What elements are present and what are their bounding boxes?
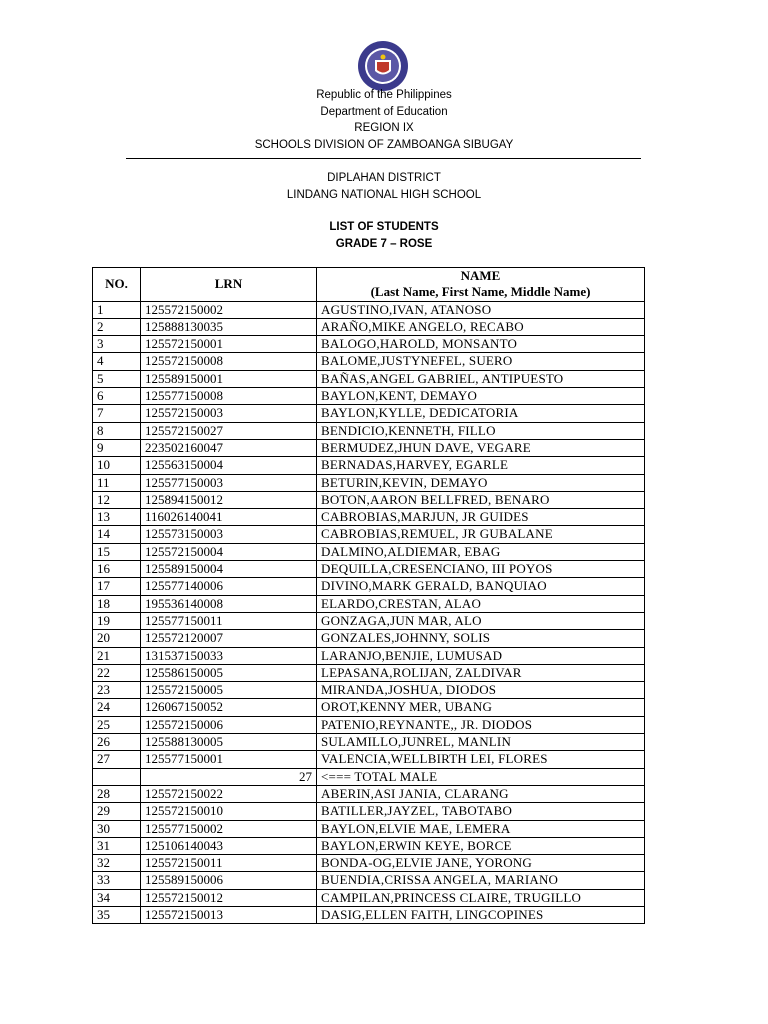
header-division: SCHOOLS DIVISION OF ZAMBOANGA SIBUGAY [254,138,514,151]
deped-seal-icon [357,40,409,92]
row-lrn: 125572150005 [141,682,317,699]
row-number: 27 [93,751,141,768]
grade-section: GRADE 7 – ROSE [335,237,433,250]
row-number: 17 [93,578,141,595]
row-lrn: 125572150022 [141,785,317,802]
header-department: Department of Education [320,105,448,118]
row-lrn: 125572150012 [141,889,317,906]
total-row-empty [93,768,141,785]
table-row [93,509,645,526]
school-block [0,170,768,203]
table-header-row [93,268,645,302]
row-name: SULAMILLO,JUNREL, MANLIN [317,734,645,751]
row-number: 29 [93,803,141,820]
header-no: NO. [93,268,141,302]
total-male-row [93,768,645,785]
row-number: 3 [93,336,141,353]
row-number: 12 [93,491,141,508]
table-row [93,664,645,681]
row-name: MIRANDA,JOSHUA, DIODOS [317,682,645,699]
row-number: 19 [93,612,141,629]
row-lrn: 125563150004 [141,457,317,474]
header-name-title: NAME [460,268,501,283]
row-lrn: 125572150004 [141,543,317,560]
row-lrn: 126067150052 [141,699,317,716]
row-number: 33 [93,872,141,889]
row-name: DASIG,ELLEN FAITH, LINGCOPINES [317,906,645,923]
row-lrn: 125586150005 [141,664,317,681]
row-lrn: 125572150013 [141,906,317,923]
table-row [93,578,645,595]
row-number: 6 [93,388,141,405]
table-row [93,699,645,716]
row-lrn: 125572150011 [141,855,317,872]
row-name: BUENDIA,CRISSA ANGELA, MARIANO [317,872,645,889]
row-lrn: 125572120007 [141,630,317,647]
row-lrn: 125589150006 [141,872,317,889]
table-row [93,612,645,629]
row-name: PATENIO,REYNANTE,, JR. DIODOS [317,716,645,733]
row-name: GONZAGA,JUN MAR, ALO [317,612,645,629]
row-number: 21 [93,647,141,664]
row-lrn: 125894150012 [141,491,317,508]
row-name: DEQUILLA,CRESENCIANO, III POYOS [317,561,645,578]
row-number: 14 [93,526,141,543]
table-row [93,785,645,802]
table-row [93,647,645,664]
row-name: BALOME,JUSTYNEFEL, SUERO [317,353,645,370]
row-name: GONZALES,JOHNNY, SOLIS [317,630,645,647]
row-number: 15 [93,543,141,560]
table-row [93,543,645,560]
table-row [93,405,645,422]
table-row [93,474,645,491]
row-lrn: 131537150033 [141,647,317,664]
row-number: 1 [93,301,141,318]
table-row [93,422,645,439]
table-row [93,837,645,854]
row-name: CABROBIAS,MARJUN, JR GUIDES [317,509,645,526]
row-name: BAYLON,ELVIE MAE, LEMERA [317,820,645,837]
row-lrn: 125572150008 [141,353,317,370]
row-lrn: 223502160047 [141,439,317,456]
header-republic: Republic of the Philippines [316,89,452,101]
row-lrn: 125577150002 [141,820,317,837]
row-lrn: 125577150001 [141,751,317,768]
row-name: BETURIN,KEVIN, DEMAYO [317,474,645,491]
row-number: 23 [93,682,141,699]
table-row [93,716,645,733]
row-number: 13 [93,509,141,526]
row-name: ELARDO,CRESTAN, ALAO [317,595,645,612]
row-number: 9 [93,439,141,456]
row-name: AGUSTINO,IVAN, ATANOSO [317,301,645,318]
table-row [93,595,645,612]
row-lrn: 125888130035 [141,318,317,335]
row-number: 18 [93,595,141,612]
row-number: 11 [93,474,141,491]
row-lrn: 125572150006 [141,716,317,733]
table-row [93,561,645,578]
row-lrn: 125577150011 [141,612,317,629]
row-number: 35 [93,906,141,923]
row-name: CABROBIAS,REMUEL, JR GUBALANE [317,526,645,543]
header-block [0,87,768,153]
header-name-subtitle: (Last Name, First Name, Middle Name) [370,284,591,300]
table-row [93,353,645,370]
row-lrn: 125572150027 [141,422,317,439]
row-number: 8 [93,422,141,439]
row-number: 25 [93,716,141,733]
table-row [93,872,645,889]
row-lrn: 125577150008 [141,388,317,405]
row-number: 28 [93,785,141,802]
row-name: BENDICIO,KENNETH, FILLO [317,422,645,439]
table-row [93,439,645,456]
row-name: BAYLON,ERWIN KEYE, BORCE [317,837,645,854]
row-lrn: 125572150003 [141,405,317,422]
table-row [93,855,645,872]
row-name: ARAÑO,MIKE ANGELO, RECABO [317,318,645,335]
table-row [93,630,645,647]
table-row [93,803,645,820]
table-row [93,370,645,387]
row-name: ABERIN,ASI JANIA, CLARANG [317,785,645,802]
school-name: LINDANG NATIONAL HIGH SCHOOL [286,188,482,201]
row-name: BALOGO,HAROLD, MONSANTO [317,336,645,353]
row-name: VALENCIA,WELLBIRTH LEI, FLORES [317,751,645,768]
list-title: LIST OF STUDENTS [329,221,439,233]
row-number: 22 [93,664,141,681]
row-number: 24 [93,699,141,716]
row-lrn: 125572150010 [141,803,317,820]
row-lrn: 125573150003 [141,526,317,543]
header-name [317,268,645,302]
row-number: 32 [93,855,141,872]
table-row [93,820,645,837]
district-name: DIPLAHAN DISTRICT [327,172,441,184]
table-row [93,457,645,474]
row-name: BERNADAS,HARVEY, EGARLE [317,457,645,474]
row-name: LARANJO,BENJIE, LUMUSAD [317,647,645,664]
row-number: 2 [93,318,141,335]
table-row [93,682,645,699]
row-name: BONDA-OG,ELVIE JANE, YORONG [317,855,645,872]
row-number: 30 [93,820,141,837]
table-row [93,301,645,318]
row-lrn: 125589150001 [141,370,317,387]
total-male-count: 27 [141,768,317,785]
list-title-block [0,219,768,252]
row-name: BAÑAS,ANGEL GABRIEL, ANTIPUESTO [317,370,645,387]
row-name: OROT,KENNY MER, UBANG [317,699,645,716]
table-row [93,734,645,751]
table-row [93,491,645,508]
row-lrn: 195536140008 [141,595,317,612]
row-name: BATILLER,JAYZEL, TABOTABO [317,803,645,820]
row-name: DALMINO,ALDIEMAR, EBAG [317,543,645,560]
table-row [93,751,645,768]
row-name: BAYLON,KYLLE, DEDICATORIA [317,405,645,422]
row-name: BERMUDEZ,JHUN DAVE, VEGARE [317,439,645,456]
table-row [93,388,645,405]
row-lrn: 125589150004 [141,561,317,578]
header-divider [126,158,641,159]
row-number: 4 [93,353,141,370]
total-male-label: <=== TOTAL MALE [317,768,645,785]
row-name: CAMPILAN,PRINCESS CLAIRE, TRUGILLO [317,889,645,906]
row-number: 10 [93,457,141,474]
row-number: 20 [93,630,141,647]
row-number: 26 [93,734,141,751]
row-lrn: 125572150001 [141,336,317,353]
row-name: LEPASANA,ROLIJAN, ZALDIVAR [317,664,645,681]
row-name: BAYLON,KENT, DEMAYO [317,388,645,405]
table-row [93,906,645,923]
students-table [92,267,645,924]
row-lrn: 125106140043 [141,837,317,854]
row-number: 31 [93,837,141,854]
row-number: 7 [93,405,141,422]
row-lrn: 125588130005 [141,734,317,751]
table-row [93,526,645,543]
row-number: 34 [93,889,141,906]
row-lrn: 116026140041 [141,509,317,526]
row-lrn: 125577150003 [141,474,317,491]
table-row [93,889,645,906]
row-lrn: 125577140006 [141,578,317,595]
row-number: 16 [93,561,141,578]
table-row [93,336,645,353]
row-name: DIVINO,MARK GERALD, BANQUIAO [317,578,645,595]
row-number: 5 [93,370,141,387]
table-row [93,318,645,335]
header-region: REGION IX [354,122,414,134]
row-lrn: 125572150002 [141,301,317,318]
row-name: BOTON,AARON BELLFRED, BENARO [317,491,645,508]
header-lrn: LRN [141,268,317,302]
